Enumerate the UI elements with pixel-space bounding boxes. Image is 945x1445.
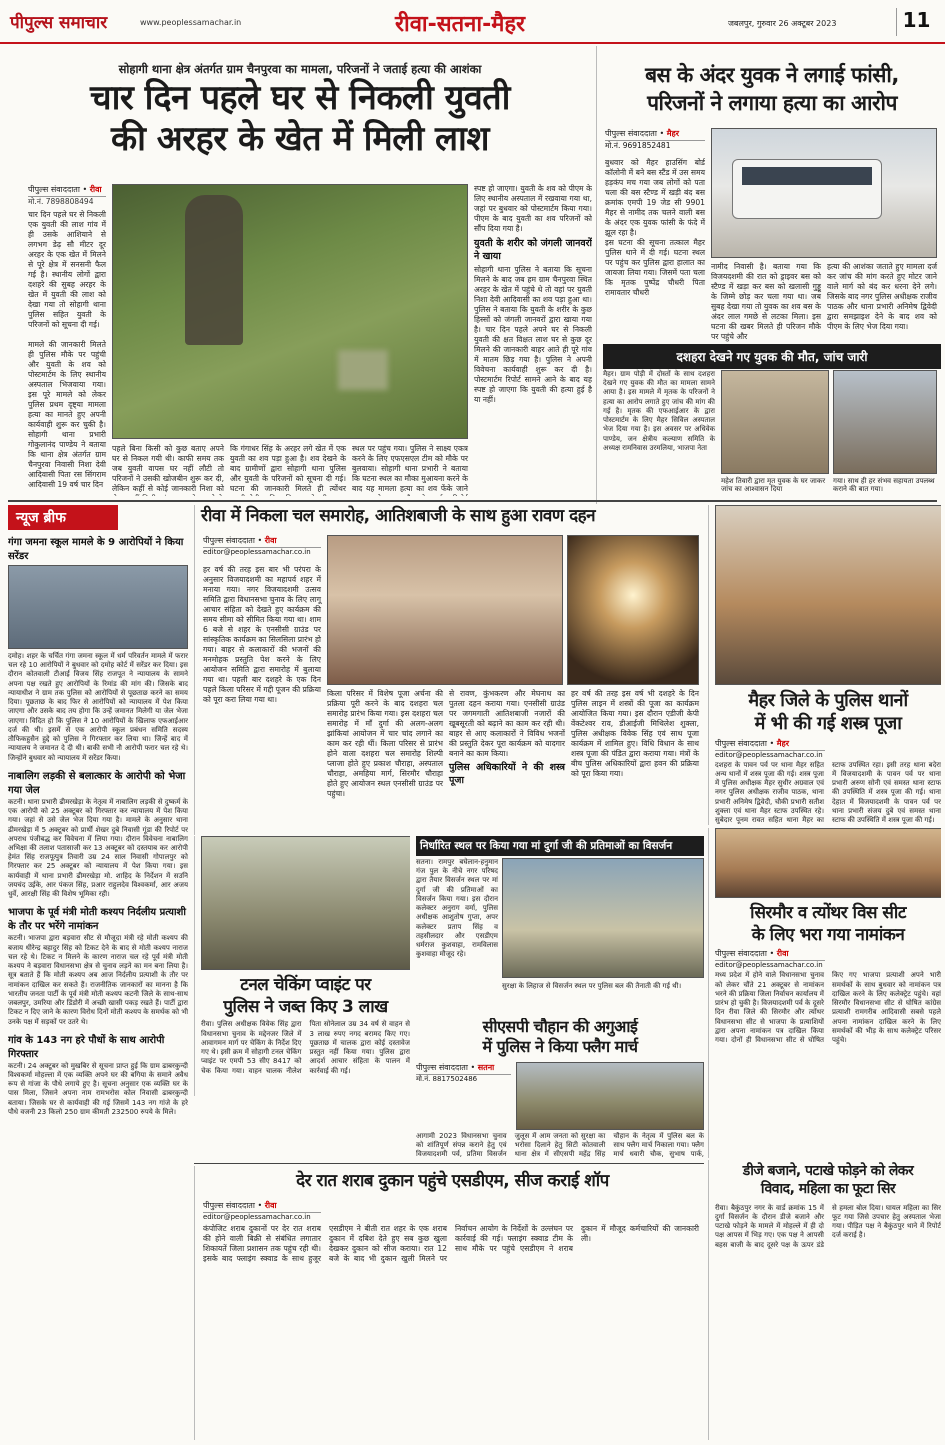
masthead	[0, 0, 945, 44]
dj-headline-1: डीजे बजाने, पटाखे फोड़ने को लेकर	[742, 1163, 914, 1179]
tunnel-headline-1: टनल चेकिंग प्वाइंट पर	[240, 975, 371, 995]
flag-headline-2: में पुलिस ने किया फ्लैग मार्च	[482, 1036, 638, 1056]
bus-text1: बुधवार को मैहर हाउसिंग बोर्ड कॉलोनी में बने बस स्टैंड में उस समय हड़कंप मच गया जब लोगों को पता चला की बस स्टैण्ड में खड़ी बंद बस क्रमांक एमपी 19 जेड सी 9901 मैहर से नामीद तक चलने वाली बस के अंदर एक युवक फांसी के फंदे में झूल रहा है। इस घटना की सूचना तत्काल मैहर पुलिस थाने में दी गई। घटना स्थल पर पहुंच कर पुलिस द्वारा हालात का जायजा लिया गया। जिसमें पता चला कि मृतक पुष्पेंद्र चौधरी पिता रामावतार चौधरी	[605, 158, 705, 298]
brief-h3: भाजपा के पूर्व मंत्री मोती कश्यप निर्दलीय प्रत्याशी के तौर पर भरेंगे नामांकन	[8, 907, 186, 933]
lead-byline: पीपुल्स संवाददाता • रीवा मो.नं. 7898808494	[28, 184, 106, 207]
liquor-email: editor@peoplessamachar.co.in	[203, 1213, 311, 1221]
lead-subhead: युवती के शरीर को जंगली जानवरों ने खाया	[474, 238, 592, 262]
ravan-text2: किला परिसर में विशेष पूजा अर्चना की प्रक्रिया पूरी करने के बाद दशहरा चल समारोह प्रारंभ किया गया। इस दशहरा चल समारोह में माँ दुर्गा की अलग-अलग झांकियां आयोजन में चार चांद लगाने का काम कर रही थीं। किला परिसर से प्रारंभ होने वाला दशहरा चल समारोह शिल्पी प्लाजा होते हुए प्रकाश चौराहा, अस्पताल चौराहा, अमहिया मार्ग, सिरमौर चौराहा होते हुए आयोजन स्थल एनसीसी ग्राउंड पर पहुंचा।	[327, 689, 443, 799]
lead-col3: कि गंगाधर सिंह के अरहर लगे खेत में एक युवती का शव पड़ा हुआ है। शव देखने के बाद ग्रामीणों द्वारा सोहागी थाना पुलिस और युवती के परिजनों को सूचना दी गई। घटना की जानकारी मिलते ही त्योंथर	[230, 444, 346, 494]
flag-mobile: मो.नं. 8817502486	[416, 1075, 478, 1083]
kicker: सोहागी थाना क्षेत्र अंतर्गत ग्राम चैनपुरवा का मामला, परिजनों ने जताई हत्या की आशंका	[118, 62, 482, 76]
visarjan-story	[416, 836, 704, 1016]
dateline: जबलपुर, गुरुवार 26 अक्टूबर 2023	[728, 19, 837, 28]
visarjan-headline: निर्धारित स्थल पर किया गया मां दुर्गा जी की प्रतिमाओं का विसर्जन	[416, 836, 704, 856]
sirmour-photo	[715, 828, 941, 898]
dussehra-photo-1	[721, 370, 829, 474]
maihar-photo	[715, 505, 941, 685]
ravan-photo-1	[327, 535, 563, 685]
dussehra-caption-2: गया। साथ ही हर संभव सहायता उपलब्ध कराने की बात गया।	[833, 477, 935, 494]
photo-person	[185, 195, 243, 345]
page-number: 11	[896, 8, 936, 36]
brief-title: न्यूज ब्रीफ	[8, 505, 118, 530]
liquor-text: कंपोजिट शराब दुकानों पर देर रात शराब की होने वाली बिक्री से संबंधित लगातार शिकायतें जिला प्रशासन तक पहुंच रही थी। इसके बाद फ्लाइंग स्क्वाड के साथ हुजूर एसडीएम ने बीती रात शहर के एक शराब दुकान में दबिश देते हुए सब कुछ खुला देखकर दुकान को सीज कराया। रात 12 बजे के बाद भी दुकान खुली मिलने पर निर्वाचन आयोग के निर्देशों के उल्लंघन पर कार्रवाई की गई। फ्लाइंग स्क्वाड टीम के साथ मौके पर पहुंचे एसडीएम ने शराब दुकान में मौजूद कर्मचारियों की जानकारी ली।	[203, 1224, 699, 1264]
bus-window	[742, 167, 872, 185]
ravan-email: editor@peoplessamachar.co.in	[203, 548, 311, 556]
lead-mobile: मो.नं. 7898808494	[28, 197, 94, 206]
tunnel-story	[194, 836, 410, 1096]
brief-t3: कटनी। भाजपा द्वारा बड़वारा सीट से मौजूदा मंत्री रहे मोती कश्यप की बजाय धीरेन्द्र बहादुर सिंह को टिकट देने के बाद से मोती कश्यप नाराज चल रहे थे। टिकट न मिलने के कारण नाराज चल रहे पूर्व मंत्री मोती कश्यप ने बड़वारा विधानसभा क्षेत्र से चुनाव लड़ने का मन बना लिया है। सूत्र बताते हैं कि मोती कश्यप अब आज निर्दलीय प्रत्याशी के तौर पर नामांकन दाखिल कर सकते हैं। राजनीतिक जानकारों का मानना है कि भारतीय जनता पार्टी के पूर्व मंत्री मोती कश्यप कटनी जिले के साथ-साथ जबलपुर, उमरिया और डिंडोरी में अच्छी खासी पकड़ रखते हैं। पार्टी द्वारा टिकट न दिए जाने के कारण विरोध दिनों मोती कश्यप के समर्थक को भी उनके पक्ष में सड़कों पर उतरे थे।	[8, 934, 188, 1026]
section-title: रीवा-सतना-मैहर	[395, 12, 526, 37]
lead-photo	[112, 184, 468, 439]
ravan-subhead: पुलिस अधिकारियों ने की शस्त्र पूजा	[449, 762, 565, 786]
dussehra-caption-1: महेश तिवारी द्वारा मृत युवक के घर जाकर जांच का आश्वासन दिया	[721, 477, 826, 494]
visarjan-caption: सुरक्षा के लिहाज से विसर्जन स्थल पर पुलिस बल की तैनाती की गई थी।	[502, 982, 682, 990]
flag-march-story	[416, 1018, 704, 1130]
brief-h2: नाबालिग लड़की से बलात्कार के आरोपी को भेजा गया जेल	[8, 770, 186, 796]
logo: पीपुल्स समाचार	[10, 13, 108, 33]
brief-t4: कटनी। 24 अक्टूबर को मुखबिर से सूचना प्राप्त हुई कि ग्राम ढाबरकुन्दी विश्वकर्मा मोहल्ला में एक व्यक्ति अपने घर की बगिया के समाने अवैध रूप से गांजा के पौधे लगाये हुए है। सूचना अनुसार एक व्यक्ति घर के पास मिला, जिसने अपना नाम रामभरोस कोल निवासी ढाबरकुन्दी बताया। जिसके घर से कार्यवाही की गई जिसमें 143 नग गांजे के हरे पौधे वजनी 23 किलो 250 ग्राम कीमती 232500 रुपये के मिले।	[8, 1061, 188, 1116]
dussehra-headline: दशहरा देखने गए युवक की मौत, जांच जारी	[603, 344, 941, 369]
dussehra-text: मैहर। ग्राम पोड़ी में दोस्तों के साथ दशहरा देखने गए युवक की मौत का मामला सामने आया है। इस मामले में मृतक के परिजनों ने हत्या का आरोप लगाते हुए जांच की मांग की गई है। मृतक की एफआईआर के द्वारा पोस्टमार्टम के लिए मैहर सिविल अस्पताल भेज दिया गया है। इस अवसर पर अधिवेक पाण्डेय, जन क्षेत्रीय कल्याण समिति के अध्यक्ष रामनिवास उरमलिया, भाजपा नेता	[603, 370, 715, 452]
maihar-headline-1: मैहर जिले के पुलिस थानों	[748, 690, 908, 711]
flag-text: आगामी 2023 विधानसभा चुनाव को शांतिपूर्ण संपन्न कराने हेतु एवं विजयादशमी पर्व, प्रतिमा विसर्जन जुलूस में आम जनता को सुरक्षा का भरोसा दिलाने हेतु सिटी कोतवाली थाना क्षेत्र में सीएसपी महेंद्र सिंह चौहान के नेतृत्व में पुलिस बल के साथ फ्लैग मार्च निकाला गया। फ्लैग मार्च धवारी चौक, सुभाष पार्क,	[416, 1132, 704, 1159]
maihar-headline-2: में भी की गई शस्त्र पूजा	[754, 712, 902, 734]
maihar-byline: पीपुल्स संवाददाता • मैहर	[715, 738, 825, 751]
flag-photo	[516, 1062, 704, 1130]
maihar-email: editor@peoplessamachar.co.in	[715, 750, 823, 759]
headline-line1: चार दिन पहले घर से निकली युवती	[90, 78, 510, 118]
dussehra-photo-2	[833, 370, 937, 474]
news-brief	[8, 505, 188, 1440]
bus-headline-2: परिजनों ने लगाया हत्या का आरोप	[647, 91, 897, 116]
visarjan-text: सतना। रामपुर बघेलान-हनुमान गंज पुल के नीचे नगर परिषद द्वारा तैयार विसर्जन स्थल पर मां दुर्गा जी की प्रतिमाओं का विसर्जन किया गया। इस दौरान कलेक्टर अनुराग वर्मा, पुलिस अधीक्षक आशुतोष गुप्ता, अपर कलेक्टर प्रताप सिंह व तहसीलदार और एसडीएम धर्मराज कुशवाहा, रामविलास कुशवाहा मौजूद रहे।	[416, 858, 498, 959]
bus-text3: नामीद निवासी है। बताया गया कि विजयदशमी की रात को ड्राइवर बस को स्टैण्ड में खड़ा कर बस को खलासी गुड्डू के जिम्मे छोड़ कर चला गया था। जब सुबह देखा गया तो युवक का शव बस के अंदर लाल गमछे से लटका मिला। इस घटना की खबर मिलते ही परिजन मौके पर पहुंचे और	[711, 262, 821, 342]
ravan-text3: से रावण, कुंभकरण और मेघनाथ का पुतला दहन कराया गया। एनसीसी ग्राउंड पर जगमगाती आतिशबाजी नजारों की खूबसूरती को बढ़ाने का काम कर रही थी। बाहर से आए कलाकारों ने विविध भजनों की प्रस्तुति देकर पूरा कार्यक्रम को यादगार बनाने का काम किया। पुलिस अधिकारियों ने की शस्त्र पूजा	[449, 689, 565, 786]
photo-blur	[338, 350, 388, 390]
liquor-byline: पीपुल्स संवाददाता • रीवा editor@peoplessamachar.co.in	[203, 1200, 321, 1221]
sirmour-story	[708, 828, 941, 1158]
flag-headline-1: सीएसपी चौहान की अगुआई	[482, 1018, 638, 1036]
brief-h4: गांव के 143 नग हरे पौधों के साथ आरोपी गिरफ्तार	[8, 1034, 165, 1060]
ravan-text4: हर वर्ष की तरह इस वर्ष भी दशहरे के दिन पुलिस लाइन में शस्त्रों की पूजा का कार्यक्रम आयोजित किया गया। इस दौरान एडीजी केपी वेंकटेश्वर राव, डीआईजी मिथिलेश शुक्ला, पुलिस अधीक्षक विवेक सिंह एवं साथ पूजा कार्यक्रम में शामिल हुए। विधि विधान के साथ शस्त्र पूजा की पंडित द्वारा कराया गया। मंत्रों के बीच पुलिस अधिकारियों द्वारा हवन की प्रक्रिया को पूरा किया गया।	[571, 689, 699, 779]
maihar-text: दशहरा के पावन पर्व पर थाना मैहर सहित अन्य थानों में शस्त्र पूजा की गई। शस्त्र पूजा में पुलिस अधीक्षक मैहर सुधीर अग्रवाल एवं नगर पुलिस अधीक्षक राजीव पाठक, थाना प्रभारी अनिमेष द्विवेदी, चौकी प्रभारी सतीश शुक्ला एवं थाना मैहर स्टाफ उपस्थित रहे। सुबेदार पूनम रावत सहित थाना मैहर का स्टाफ उपस्थित रहा। इसी तरह थाना बदेरा में विजयादशमी के पावन पर्व पर थाना प्रभारी अरुण सोनी एवं समस्त थाना स्टाफ की उपस्थिति में शस्त्र पूजा की गई। थाना देहात में विजयादशमी के पावन पर्व पर थाना प्रभारी संजय दुबे एवं समस्त थाना स्टाफ की उपस्थिति में शस्त्र पूजा की गई।	[715, 760, 941, 824]
flag-byline: पीपुल्स संवाददाता • सतना मो.नं. 8817502486	[416, 1062, 511, 1084]
headline-line2: की अरहर के खेत में मिली लाश	[111, 119, 489, 160]
ravan-photo-2	[567, 535, 699, 685]
website: www.peoplessamachar.in	[140, 18, 242, 27]
divider-1	[8, 500, 937, 502]
sirmour-headline-1: सिरमौर व त्योंथर विस सीट	[750, 903, 906, 923]
maihar-puja-story	[708, 505, 941, 825]
lead-col2: पहले बिना किसी को कुछ बताए अपने घर से निकल गयी थी। काफी समय तक जब युवती वापस घर नहीं लौटी तो परिजनों ने उसकी खोजबीन शुरू कर दी, लेकिन कहीं से कोई जानकारी निशा को	[112, 444, 224, 494]
tunnel-text: रीवा। पुलिस अधीक्षक विवेक सिंह द्वारा विधानसभा चुनाव के मद्देनजर जिले में आवागमन मार्ग पर चेकिंग के निर्देश दिए गए थे। इसी क्रम में सोहागी टनल चेकिंग प्वाइंट पर एमपी 53 सीए 8417 को चेक किया गया। वाहन चालक नीलेश पिता सोनेलाल उम्र 34 वर्ष से वाहन से 3 लाख रुपए नगद बरामद किए गए। पूछताछ में चालक द्वारा कोई दस्तावेज प्रस्तुत नहीं किया गया। पुलिस द्वारा आदर्श आचार संहिता के पालन में कार्रवाई की गई।	[201, 1020, 410, 1075]
lead-col1: चार दिन पहले घर से निकली एक युवती की लाश गांव में ही उसके आशियाने से लगभग डेढ़ सौ मीटर दूर अरहर के एक खेत में मिलने से पूरे क्षेत्र में सनसनी फैल गई है। स्थानीय लोगों द्वारा दशहरे की सुबह अरहर के खेत में युवती की लाश को देखा गया तो सोहागी थाना पुलिस सहित युवती के परिजनों को सूचना दी गई। मामले की जानकारी मिलते ही पुलिस मौके पर पहुंची और युवती के शव को पोस्टमार्टम के लिए स्थानीय अस्पताल भिजवाया गया। इस पूरे मामले को लेकर पुलिस प्रथम दृष्ट्या मामला हत्या का मानते हुए अपनी कार्यवाही शुरू कर चुकी है। सोहागी थाना प्रभारी गोकुलानंद पाण्डेय ने बताया कि थाना क्षेत्र अंतर्गत ग्राम चैनपुरवा निवासी निशा देवी आदिवासी पिता रस सिंगराम आदिवासी 19 वर्ष चार दिन	[28, 210, 106, 490]
sirmour-byline: पीपुल्स संवाददाता • रीवा	[715, 948, 825, 961]
ravan-headline: रीवा में निकला चल समारोह, आतिशबाजी के साथ हुआ रावण दहन	[201, 506, 596, 526]
bus-byline: पीपुल्स संवाददाता • मैहर मो.नं. 9691852481	[605, 128, 705, 151]
bus-headline-1: बस के अंदर युवक ने लगाई फांसी,	[645, 63, 899, 87]
lead-col5: स्पष्ट हो जाएगा। युवती के शव को पीएम के लिए स्थानीय अस्पताल में रखवाया गया था, जहां पर बुधवार को पोस्टमार्टम किया गया। पीएम के बाद युवती का शव परिजनों को सौंप दिया गया है। युवती के शरीर को जंगली जानवरों ने खाया सोहागी थाना पुलिस ने बताया कि सूचना मिलने के बाद जब हम ग्राम चैनपुरवा स्थित अरहर के खेत में पहुंचे थे तो वहां पर युवती निशा देवी आदिवासी का शव पड़ा हुआ था। पुलिस ने बताया कि युवती के शरीर के कुछ हिस्सों को जंगली जानवरों द्वारा खाया गया है। चार दिन पहले अपने घर से निकली युवती की क्षत विक्षत लाश घर से कुछ दूर मिलने की जानकारी बाहर आते ही पूरे गांव में मातम छिड़ गया है। पुलिस ने अपनी विवेचना कार्यवाही शुरू कर दी है। पोस्टमार्टम रिपोर्ट सामने आने के बाद यह स्पष्ट हो जाएगा कि युवती की हत्या हुई है या नहीं।	[474, 184, 592, 405]
dussehra-story	[596, 344, 941, 504]
visarjan-photo	[502, 858, 704, 978]
bus-story	[596, 46, 941, 348]
brief-h1: गंगा जमना स्कूल मामले के 9 आरोपियों ने किया सरेंडर	[8, 537, 184, 562]
sirmour-email: editor@peoplessamachar.co.in	[715, 961, 823, 970]
bus-photo	[711, 128, 937, 258]
lead-col4: स्थल पर पहुंच गया। पुलिस ने साक्ष्य एकत्र करने के लिए एफएसएल टीम को मौके पर बुलवाया। सोहागी थाना प्रभारी ने बताया कि घटना स्थल का मौका मुआयना करने के बाद यह मामला हत्या का शव फेंके जाने	[352, 444, 468, 494]
divider-2	[194, 1163, 704, 1164]
brief-t2: कटनी। थाना प्रभारी ढीमरखेड़ा के नेतृत्व में नाबालिग लड़की से दुष्कर्म के एक आरोपी को 25 अक्टूबर को गिरफ्तार कर न्यायालय में पेश किया गया। जहां से उसे जेल भेज दिया गया है। मामले के अनुसार थाना ढीमरखेड़ा में 5 अक्टूबर को प्रार्थी शेखर दुबे निवासी गूंडा की रिपोर्ट पर अपराध पंजीबद्ध कर विवेचना में लिया गया। दौरान विवेचना नाबालिग अभिक्षा की तलाश पतासाजी कर 13 अक्टूबर को दस्तयाब कर आरोपी हेमंत सिंह राजपूत्पुत्र तिवारी उम्र 24 साल निवासी गोपालपुर को गिरफ्तार कर 25 अक्टूबर को न्यायालय में पेश किया गया। इस कार्यवाही में थाना प्रभारी ढीमरखेड़ा मो. शाहिद के निर्देशन में सउनि जयचंद उईके, आर पंकज सिंह, प्रआर राहुलदेव विश्वकर्मा, आर अजय धुर्वे, आरक्षी सिंह की विशेष भूमिका रही।	[8, 797, 188, 899]
liquor-headline: देर रात शराब दुकान पहुंचे एसडीएम, सीज कराई शॉप	[296, 1171, 609, 1191]
lead-story	[8, 46, 592, 496]
bus-mobile: मो.नं. 9691852481	[605, 141, 671, 150]
bus-text4: हत्या की आशंका जताते हुए मामला दर्ज कर जांच की मांग करते हुए मोटर जाने वाले मार्ग को बंद कर धरना देने लगे। जिसके बाद नगर पुलिस अधीक्षक राजीव पाठक और थाना प्रभारी अनिमेष द्विवेदी द्वारा समझाइश देने के बाद शव को पीएम के लिए भेज दिया गया।	[827, 262, 937, 332]
ravan-byline: पीपुल्स संवाददाता • रीवा editor@peoplessamachar.co.in	[203, 535, 321, 556]
sirmour-headline-2: के लिए भरा गया नामांकन	[751, 924, 905, 945]
dj-story	[708, 1160, 941, 1440]
dj-text: रीवा। बैकुंठपुर नगर के वार्ड क्रमांक 15 में दुर्गा विसर्जन के दौरान डीजे बजाने और पटाखे फोड़ने के मामले में मोहल्ले में ही दो पक्ष आपस में भिड़ गए। एक पक्ष ने आपसी बहस बाजी के बाद दूसरे पक्ष के ऊपर डंडे से हमला बोल दिया। घायल महिला का सिर फूट गया जिसे उपचार हेतु अस्पताल भेजा गया। पीड़ित पक्ष ने बैकुंठपुर थाने में रिपोर्ट दर्ज कराई है।	[715, 1203, 941, 1249]
ravan-text1: हर वर्ष की तरह इस बार भी परंपरा के अनुसार विजयादशमी का महापर्व शहर में मनाया गया। नगर विजयादशमी उत्सव समिति द्वारा विधानसभा चुनाव के लिए लागू आचार संहिता को देखते हुए कार्यक्रम की समय सीमा को सीमित किया गया था। शाम 6 बजे से शहर के एनसीसी ग्राउंड पर सांस्कृतिक कार्यक्रम का सिलसिला प्रारंभ हो गया। बाहर से कलाकारों की भजनों की मनमोहक प्रस्तुति पेश करने के लिए आयोजन समिति द्वारा समारोह में बुलाया गया था। पहली बार दशहरे के एक दिन पहले किला परिसर में गद्दी पूजन की प्रक्रिया को पूरा करा लिया गया था।	[203, 565, 321, 705]
ravan-story	[194, 505, 704, 835]
brief-photo	[8, 565, 188, 649]
tunnel-photo	[201, 836, 410, 970]
brief-t1: दमोह। शहर के चर्चित गंगा जमना स्कूल में धर्म परिवर्तन मामले में फरार चल रहे 10 आरोपियों ने बुधवार को दमोह कोर्ट में सरेंडर कर दिया। इस दौरान कोतवाली टीआई विजय सिंह राजपूत ने न्यायालय के सामने अपना पक्ष रखते हुए आरोपियों के रिमांड की मांग की। जिसके बाद न्यायाधीश ने ग्राम तक पुलिस को आरोपियों से पूछताछ करने का समय दिया। पूछताछ के बाद फिर से आरोपियों को न्यायालय में पेश किया जाएगा और उसके बाद तय होगा कि उन्हें जमानत मिलेगी या जेल भेजा जाएगा। विदित हो कि पुलिस ने 10 आरोपियों के खिलाफ एफआईआर दर्ज की थी। इसमें से एक आरोपी स्कूल प्रबंधन समिति सदस्य तौफिकहुसैन हुद्दे को पुलिस ने गिरफ्तार कर लिया था। जिन्हें बाद में न्यायालय ने जमानत दे दी थी। बाकी सभी नौ आरोपी फरार चल रहे थे। जिन्होंने बुधवार को न्यायालय में सरेंडर किया।	[8, 652, 188, 762]
liquor-story	[194, 1166, 704, 1440]
tunnel-headline-2: पुलिस ने जब्त किए 3 लाख	[223, 996, 388, 1017]
sirmour-text: मध्य प्रदेश में होने वाले विधानसभा चुनाव को लेकर चौंते 21 अक्टूबर से नामांकन भरने की प्रक्रिया जिला निर्वाचन कार्यालय में प्रारंभ हो चुकी है। विजयादशमी पर्व के दूसरे दिन रीवा जिले की सिरमौर और त्योंथर विधानसभा सीट से भाजपा के प्रत्याशियों द्वारा अपना नामांकन पत्र दाखिल किया गया। दोनों ही विधानसभा सीट से घोषित किए गए भाजपा प्रत्याशी अपने भारी समर्थकों के साथ बुधवार को नामांकन पत्र दाखिल करने के लिए कलेक्ट्रेट पहुंचे। वहां सिरमौर विधानसभा सीट से घोषित कांग्रेस प्रत्याशी रामगरीब आदिवासी सबसे पहले अपना नामांकन दाखिल करने के लिए समर्थकों की भीड़ के साथ कलेक्ट्रेट परिसर पहुंचे।	[715, 971, 941, 1045]
dj-headline-2: विवाद, महिला का फूटा सिर	[760, 1181, 896, 1198]
